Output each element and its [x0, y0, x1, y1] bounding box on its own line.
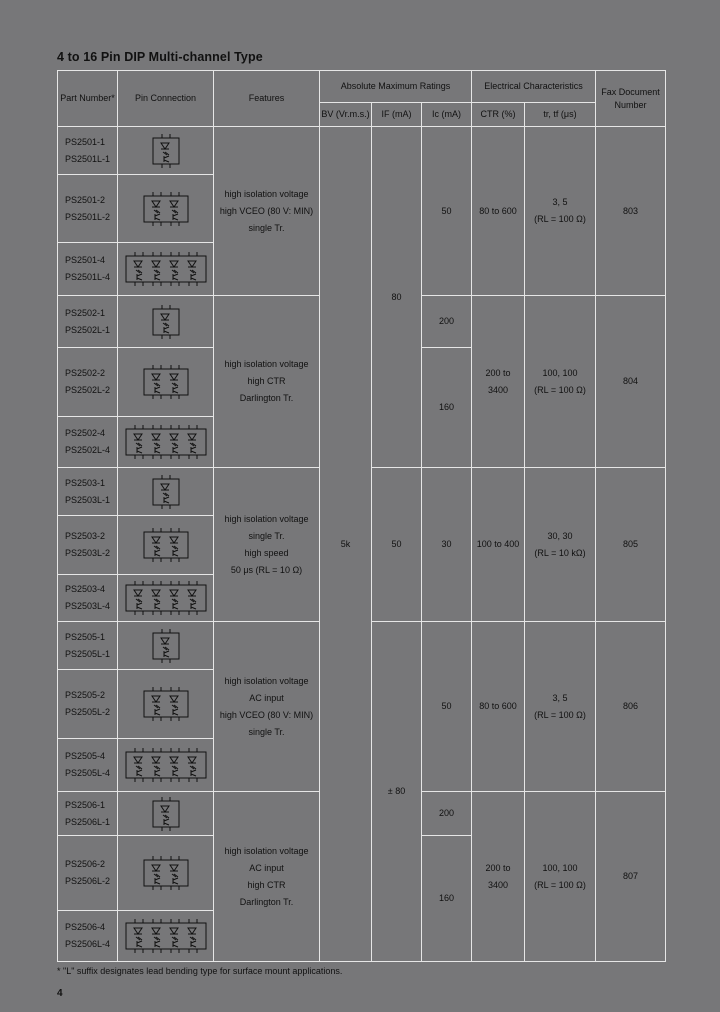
pin-schematic	[118, 134, 213, 168]
part-number-cell: PS2506-2 PS2506L-2	[58, 836, 118, 911]
part-number-cell: PS2503-1 PS2503L-1	[58, 468, 118, 516]
pin-diagram-4ch-ac	[118, 739, 214, 792]
header-bv: BV (Vr.m.s.)	[320, 103, 372, 127]
pin-schematic	[118, 528, 213, 562]
header-trtf: tr, tf (μs)	[525, 103, 596, 127]
if-g3: 50	[372, 468, 422, 622]
pin-diagram-2ch	[118, 348, 214, 417]
pin-diagram-1ch	[118, 296, 214, 348]
header-pin-connection: Pin Connection	[118, 71, 214, 127]
footnote: * "L" suffix designates lead bending type for surface mount applications.	[57, 966, 343, 976]
pin-diagram-4ch-ac	[118, 911, 214, 962]
ic-g5-b: 160	[422, 836, 472, 962]
product-table	[57, 70, 666, 962]
pin-schematic	[118, 748, 213, 782]
header-fax: Fax Document Number	[596, 71, 666, 127]
fax-g5: 807	[596, 792, 666, 962]
header-features: Features	[214, 71, 320, 127]
header-ic: Ic (mA)	[422, 103, 472, 127]
pin-schematic	[118, 687, 213, 721]
header-if: IF (mA)	[372, 103, 422, 127]
pin-schematic	[118, 581, 213, 615]
if-value-bottom: ± 80	[372, 622, 422, 962]
fax-g4: 806	[596, 622, 666, 792]
ctr-g1: 80 to 600	[472, 127, 525, 296]
ic-g5-a: 200	[422, 792, 472, 836]
page-number: 4	[57, 988, 63, 999]
part-number-cell: PS2503-4 PS2503L-4	[58, 575, 118, 622]
ctr-g2: 200 to 3400	[472, 296, 525, 468]
pin-diagram-2ch	[118, 175, 214, 243]
ic-g1: 50	[422, 127, 472, 296]
header-ctr: CTR (%)	[472, 103, 525, 127]
trtf-g5: 100, 100 (RL = 100 Ω)	[525, 792, 596, 962]
pin-diagram-2ch-ac	[118, 836, 214, 911]
part-number-cell: PS2505-1 PS2505L-1	[58, 622, 118, 670]
pin-schematic	[118, 252, 213, 286]
trtf-g2: 100, 100 (RL = 100 Ω)	[525, 296, 596, 468]
pin-diagram-1ch	[118, 127, 214, 175]
ctr-g4: 80 to 600	[472, 622, 525, 792]
trtf-g3: 30, 30 (RL = 10 kΩ)	[525, 468, 596, 622]
part-number-cell: PS2505-4 PS2505L-4	[58, 739, 118, 792]
pin-schematic	[118, 475, 213, 509]
header-part-number: Part Number*	[58, 71, 118, 127]
pin-schematic	[118, 856, 213, 890]
features-g5: high isolation voltage AC input high CTR Darlington Tr.	[214, 792, 320, 962]
pin-schematic	[118, 629, 213, 663]
trtf-g4: 3, 5 (RL = 100 Ω)	[525, 622, 596, 792]
part-number-cell: PS2502-4 PS2502L-4	[58, 417, 118, 468]
ctr-g5: 200 to 3400	[472, 792, 525, 962]
pin-diagram-1ch-ac	[118, 792, 214, 836]
part-number-cell: PS2506-4 PS2506L-4	[58, 911, 118, 962]
if-value-top: 80	[372, 127, 422, 468]
pin-diagram-2ch	[118, 516, 214, 575]
part-number-cell: PS2505-2 PS2505L-2	[58, 670, 118, 739]
table-row	[58, 127, 666, 175]
part-number-cell: PS2501-4 PS2501L-4	[58, 243, 118, 296]
ctr-g3: 100 to 400	[472, 468, 525, 622]
part-number-cell: PS2506-1 PS2506L-1	[58, 792, 118, 836]
features-g2: high isolation voltage high CTR Darlington Tr.	[214, 296, 320, 468]
pin-diagram-1ch	[118, 468, 214, 516]
pin-diagram-1ch-ac	[118, 622, 214, 670]
fax-g2: 804	[596, 296, 666, 468]
bv-value: 5k	[320, 127, 372, 962]
pin-schematic	[118, 192, 213, 226]
part-number-cell: PS2501-2 PS2501L-2	[58, 175, 118, 243]
pin-diagram-4ch	[118, 575, 214, 622]
ic-g2-b: 160	[422, 348, 472, 468]
features-g1: high isolation voltage high VCEO (80 V: MIN) single Tr.	[214, 127, 320, 296]
pin-diagram-4ch	[118, 417, 214, 468]
page-title: 4 to 16 Pin DIP Multi-channel Type	[57, 50, 263, 64]
fax-g3: 805	[596, 468, 666, 622]
trtf-g1: 3, 5 (RL = 100 Ω)	[525, 127, 596, 296]
pin-schematic	[118, 425, 213, 459]
header-electrical: Electrical Characteristics	[472, 71, 596, 103]
fax-g1: 803	[596, 127, 666, 296]
part-number-cell: PS2502-1 PS2502L-1	[58, 296, 118, 348]
part-number-cell: PS2501-1 PS2501L-1	[58, 127, 118, 175]
pin-schematic	[118, 305, 213, 339]
header-abs-max: Absolute Maximum Ratings	[320, 71, 472, 103]
features-g4: high isolation voltage AC input high VCEO (80 V: MIN) single Tr.	[214, 622, 320, 792]
pin-diagram-4ch	[118, 243, 214, 296]
pin-schematic	[118, 797, 213, 831]
pin-schematic	[118, 365, 213, 399]
ic-g2-a: 200	[422, 296, 472, 348]
ic-g3: 30	[422, 468, 472, 622]
ic-g4: 50	[422, 622, 472, 792]
pin-schematic	[118, 919, 213, 953]
features-g3: high isolation voltage single Tr. high speed 50 μs (RL = 10 Ω)	[214, 468, 320, 622]
part-number-cell: PS2503-2 PS2503L-2	[58, 516, 118, 575]
pin-diagram-2ch-ac	[118, 670, 214, 739]
part-number-cell: PS2502-2 PS2502L-2	[58, 348, 118, 417]
